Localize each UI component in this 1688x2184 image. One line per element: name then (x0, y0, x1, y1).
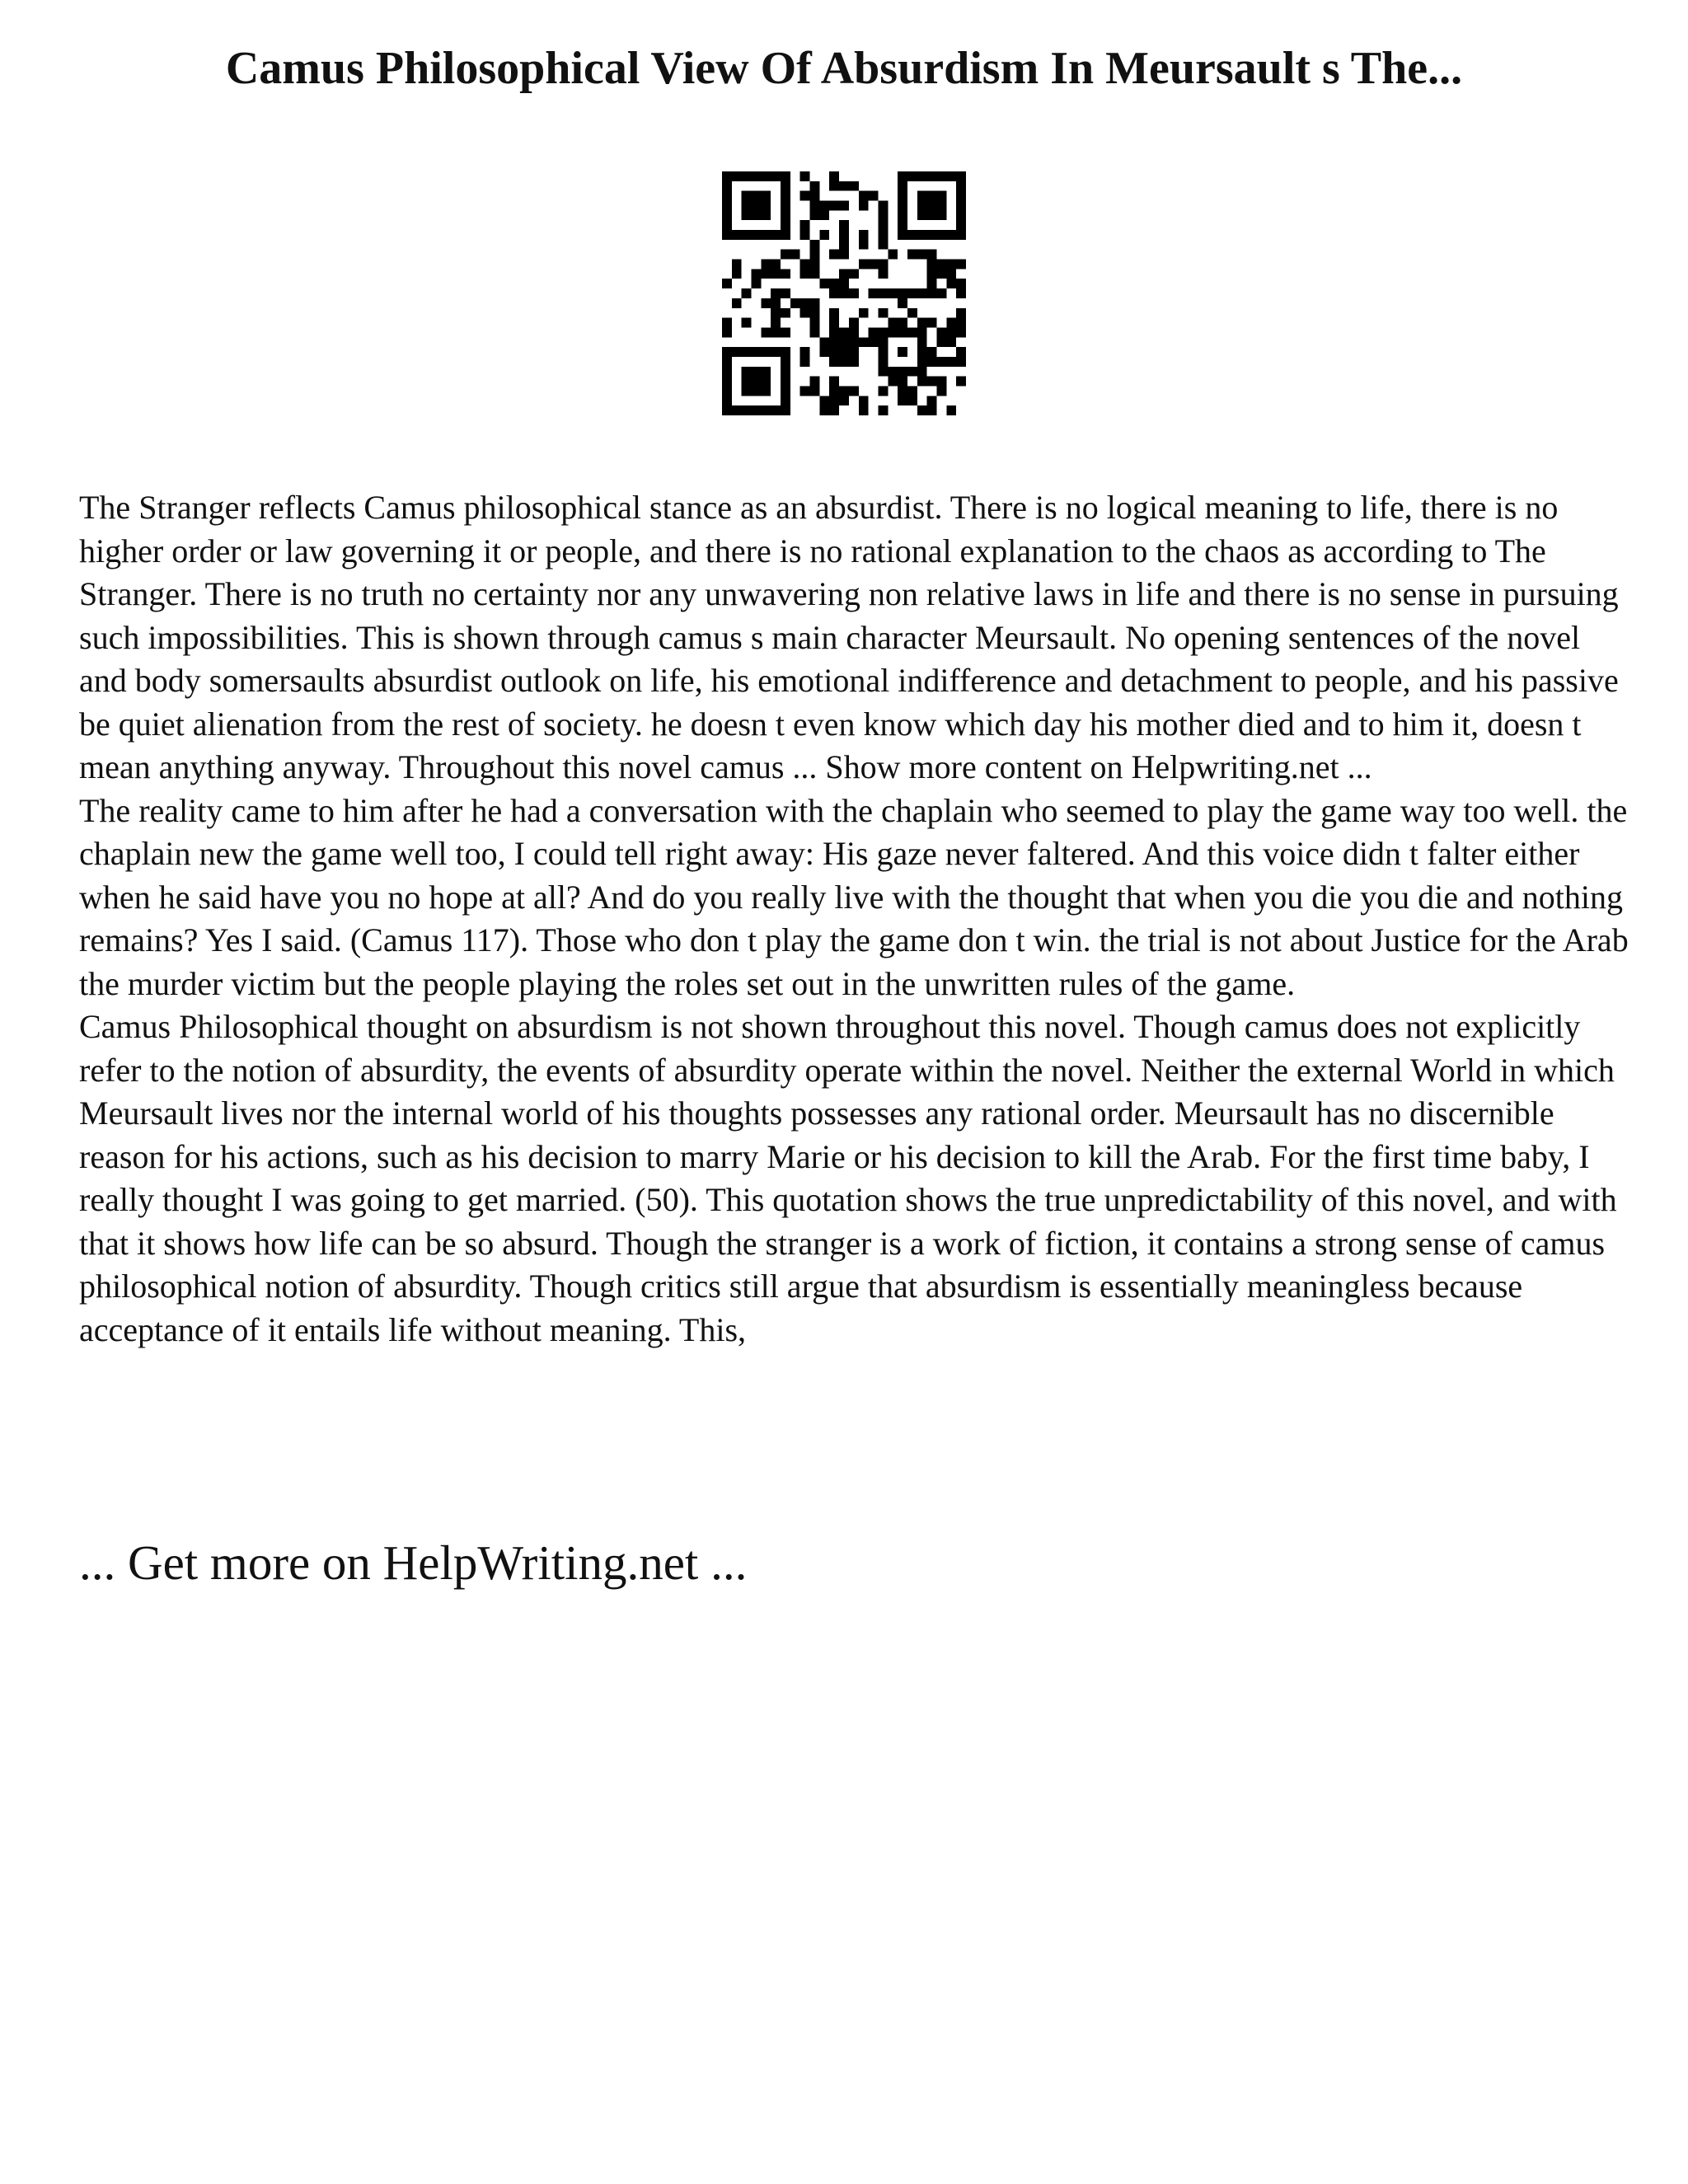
qr-code-icon (722, 171, 966, 415)
get-more-link[interactable]: ... Get more on HelpWriting.net ... (79, 1535, 748, 1590)
paragraph-1: The Stranger reflects Camus philosophical stance as an absurdist. There is no logical meaning to life, there is no higher order or law governing it or people, and there is no rational explanation to the chaos as according to The Stranger. There is no truth no certainty nor any unwavering non relative laws in life and there is no sense in pursuing such impossibilities. This is shown through camus s main character Meursault. No opening sentences of the novel and body somersaults absurdist outlook on life, his emotional indifference and detachment to people, and his passive be quiet alienation from the rest of society. he doesn t even know which day his mother died and to him it, doesn t mean anything anyway. Throughout this novel camus ... Show more content on Helpwriting.net ... (79, 489, 1619, 785)
document-body (79, 486, 1629, 1352)
paragraph-3: Camus Philosophical thought on absurdism is not shown throughout this novel. Though camus does not explicitly refer to the notion of absurdity, the events of absurdity operate within the novel. Neither the external World in which Meursault lives nor the internal world of his thoughts possesses any rational order. Meursault has no discernible reason for his actions, such as his decision to marry Marie or his decision to kill the Arab. For the first time baby, I really thought I was going to get married. (50). This quotation shows the true unpredictability of this novel, and with that it shows how life can be so absurd. Though the stranger is a work of fiction, it contains a strong sense of camus philosophical notion of absurdity. Though critics still argue that absurdism is essentially meaningless because acceptance of it entails life without meaning. This, (79, 1008, 1617, 1348)
page-title: Camus Philosophical View Of Absurdism In Meursault s The... (225, 43, 1463, 94)
paragraph-2: The reality came to him after he had a conversation with the chaplain who seemed to play the game way too well. the chaplain new the game well too, I could tell right away: His gaze never faltered. And this voice didn t falter either when he said have you no hope at all? And do you really live with the thought that when you die you die and nothing remains? Yes I said. (Camus 117). Those who don t play the game don t win. the trial is not about Justice for the Arab the murder victim but the people playing the roles set out in the unwritten rules of the game. (79, 791, 1629, 1002)
